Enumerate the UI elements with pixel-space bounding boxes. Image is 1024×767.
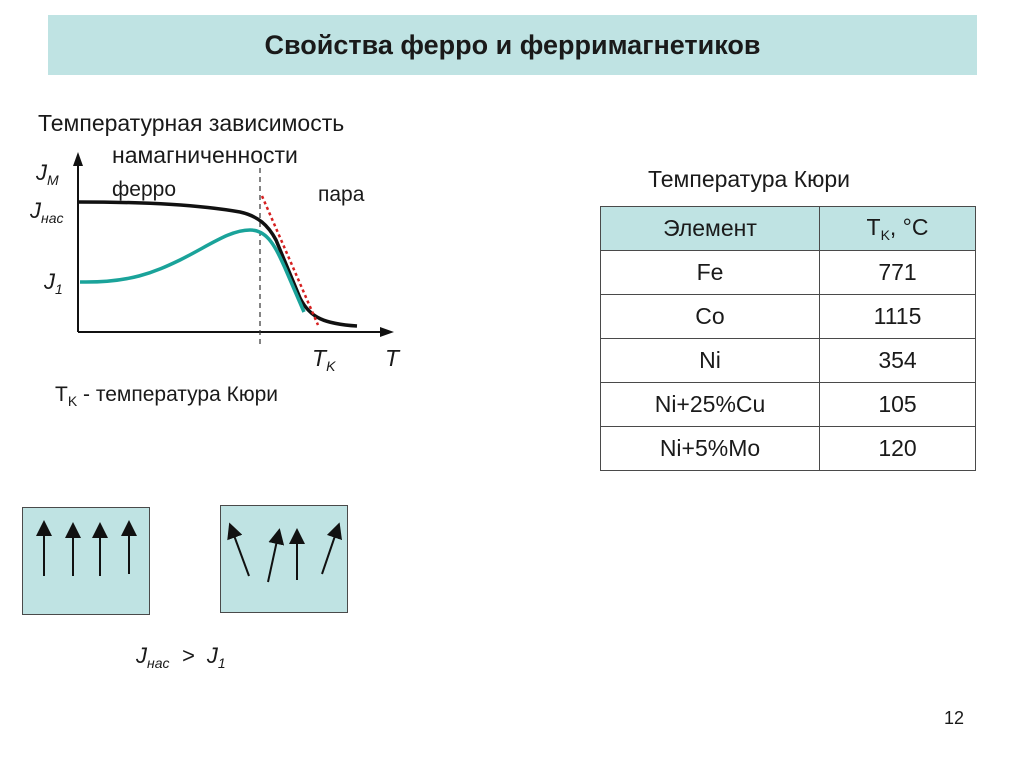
- temp-cell: 1115: [820, 295, 976, 339]
- element-cell: Co: [601, 295, 820, 339]
- disordered-spins-box: [220, 505, 348, 613]
- disordered-spins-arrows: [221, 506, 347, 612]
- jsat-label: $J_{нас}$: [30, 198, 64, 226]
- tangent-line: [262, 196, 318, 325]
- element-cell: Ni+25%Cu: [601, 383, 820, 427]
- ferro-label: ферро: [112, 178, 176, 201]
- table-row: [601, 251, 976, 295]
- column-header-element: Элемент: [601, 207, 820, 251]
- table-header-row: [601, 207, 976, 251]
- x-axis-label: T: [385, 345, 400, 371]
- column-header-temp: $T_K$, °C: [820, 207, 976, 251]
- graph-heading-line2: намагниченности: [112, 142, 298, 168]
- initial-magnetization-curve: [80, 230, 304, 312]
- spin-arrow: [322, 530, 337, 574]
- table-row: [601, 383, 976, 427]
- page-title: Свойства ферро и ферримагнетиков: [264, 30, 761, 60]
- table-row: [601, 427, 976, 471]
- element-cell: Ni: [601, 339, 820, 383]
- element-cell: Fe: [601, 251, 820, 295]
- j1-label: $J_1$: [44, 269, 63, 297]
- table-row: [601, 339, 976, 383]
- element-cell: Ni+5%Mo: [601, 427, 820, 471]
- curie-temp-label: $T_K$: [312, 345, 336, 374]
- table-caption: Температура Кюри: [648, 166, 850, 192]
- graph-heading-line1: Температурная зависимость: [38, 110, 345, 136]
- y-axis-arrow: [73, 152, 83, 166]
- table-row: [601, 295, 976, 339]
- x-axis-arrow: [380, 327, 394, 337]
- page-number: 12: [944, 708, 965, 728]
- curie-table: [600, 206, 976, 471]
- magnetization-graph: [0, 0, 420, 380]
- temp-cell: 354: [820, 339, 976, 383]
- temp-cell: 120: [820, 427, 976, 471]
- aligned-spins-box: [22, 507, 150, 615]
- saturation-curve: [78, 202, 357, 326]
- aligned-spins-arrows: [23, 508, 149, 614]
- para-label: пара: [318, 183, 365, 206]
- temp-cell: 771: [820, 251, 976, 295]
- curie-note: $T_K$ - температура Кюри: [55, 383, 278, 409]
- temp-cell: 105: [820, 383, 976, 427]
- spin-arrow: [268, 536, 278, 582]
- spin-arrow: [232, 530, 249, 576]
- relation-formula: $J_{нас} > J_1$: [136, 643, 226, 671]
- y-axis-label: $J_M$: [36, 160, 59, 188]
